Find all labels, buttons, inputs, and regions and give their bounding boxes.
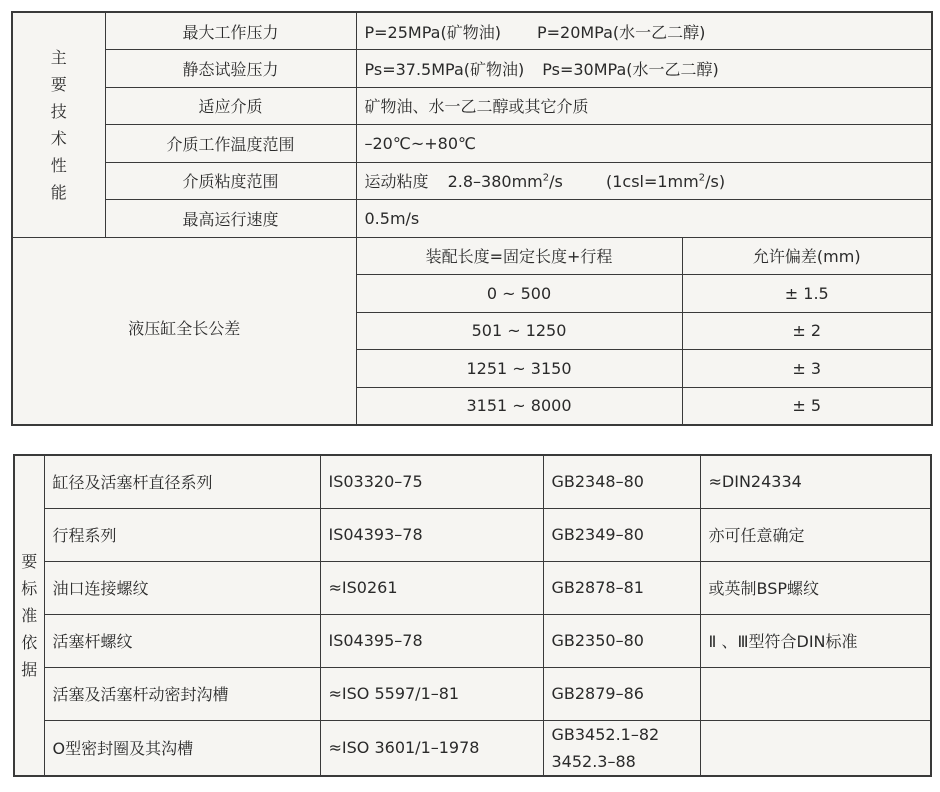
standard-note (700, 720, 931, 776)
standard-gb: GB2348–80 (543, 455, 700, 508)
spec-value (356, 12, 932, 50)
standard-iso: IS04393–78 (320, 508, 543, 561)
spec-value: 0.5m/s (356, 200, 932, 238)
viscosity-range: $2.8-380mm^2/s$ (447, 172, 563, 192)
standard-gb: GB2349–80 (543, 508, 700, 561)
spec-value-mineral: P=25MPa(矿物油) (364, 22, 501, 42)
standard-gb: GB2879–86 (543, 667, 700, 720)
spec-value: 矿物油、水一乙二醇或其它介质 (356, 87, 932, 125)
standard-iso: IS04395–78 (320, 614, 543, 667)
standard-gb-line2: 3452.3–88 (551, 751, 636, 771)
tolerance-length: 501 ~ 1250 (356, 312, 682, 350)
standard-gb (543, 720, 700, 776)
spec-value (356, 50, 932, 88)
standard-iso: ≈IS0261 (320, 561, 543, 614)
standard-iso: ≈ISO 3601/1–1978 (320, 720, 543, 776)
standard-note: ≈DIN24334 (700, 455, 931, 508)
standard-note: 或英制BSP螺纹 (700, 561, 931, 614)
standard-note (700, 667, 931, 720)
spec-label: 介质工作温度范围 (105, 125, 356, 163)
tolerance-length: 0 ~ 500 (356, 275, 682, 313)
spec-group-label: 主 要 技 术 性 能 (12, 12, 105, 237)
tolerance-deviation: ± 2 (682, 312, 932, 350)
standard-item: 活塞杆螺纹 (44, 614, 320, 667)
spec-label: 最大工作压力 (105, 12, 356, 50)
tolerance-header-length: 装配长度=固定长度+行程 (356, 237, 682, 275)
tolerance-length: 3151 ~ 8000 (356, 387, 682, 425)
spec-label: 介质粘度范围 (105, 162, 356, 200)
viscosity-label: 运动粘度 (364, 172, 429, 192)
tolerance-deviation: ± 5 (682, 387, 932, 425)
standard-note: 亦可任意确定 (700, 508, 931, 561)
standards-table (13, 454, 932, 777)
tolerance-label: 液压缸全长公差 (12, 237, 356, 425)
standard-item: 活塞及活塞杆动密封沟槽 (44, 667, 320, 720)
standard-item: O型密封圈及其沟槽 (44, 720, 320, 776)
spec-value-glycol: Ps=30MPa(水一乙二醇) (542, 59, 719, 79)
tolerance-length: 1251 ~ 3150 (356, 350, 682, 388)
spec-value-glycol: P=20MPa(水一乙二醇) (536, 22, 706, 42)
standard-note: Ⅱ 、Ⅲ型符合DIN标准 (700, 614, 931, 667)
spec-label: 适应介质 (105, 87, 356, 125)
tolerance-header-deviation: 允许偏差(mm) (682, 237, 932, 275)
standard-item: 行程系列 (44, 508, 320, 561)
standard-item: 缸径及活塞杆直径系列 (44, 455, 320, 508)
spec-value: –20℃~+80℃ (356, 125, 932, 163)
standard-gb: GB2878–81 (543, 561, 700, 614)
tolerance-deviation: ± 1.5 (682, 275, 932, 313)
tolerance-deviation: ± 3 (682, 350, 932, 388)
technical-specs-table (11, 11, 933, 426)
standard-gb-line1: GB3452.1–82 (551, 724, 660, 744)
standards-group-label: 要 标 准 依 据 (14, 455, 44, 776)
spec-value-mineral: Ps=37.5MPa(矿物油) (364, 59, 525, 79)
viscosity-note: $(1csl=1mm^2/s)$ (605, 172, 726, 192)
spec-label: 最高运行速度 (105, 200, 356, 238)
standard-gb: GB2350–80 (543, 614, 700, 667)
standard-item: 油口连接螺纹 (44, 561, 320, 614)
standard-iso: IS03320–75 (320, 455, 543, 508)
spec-label: 静态试验压力 (105, 50, 356, 88)
standard-iso: ≈ISO 5597/1–81 (320, 667, 543, 720)
spec-value (356, 162, 932, 200)
